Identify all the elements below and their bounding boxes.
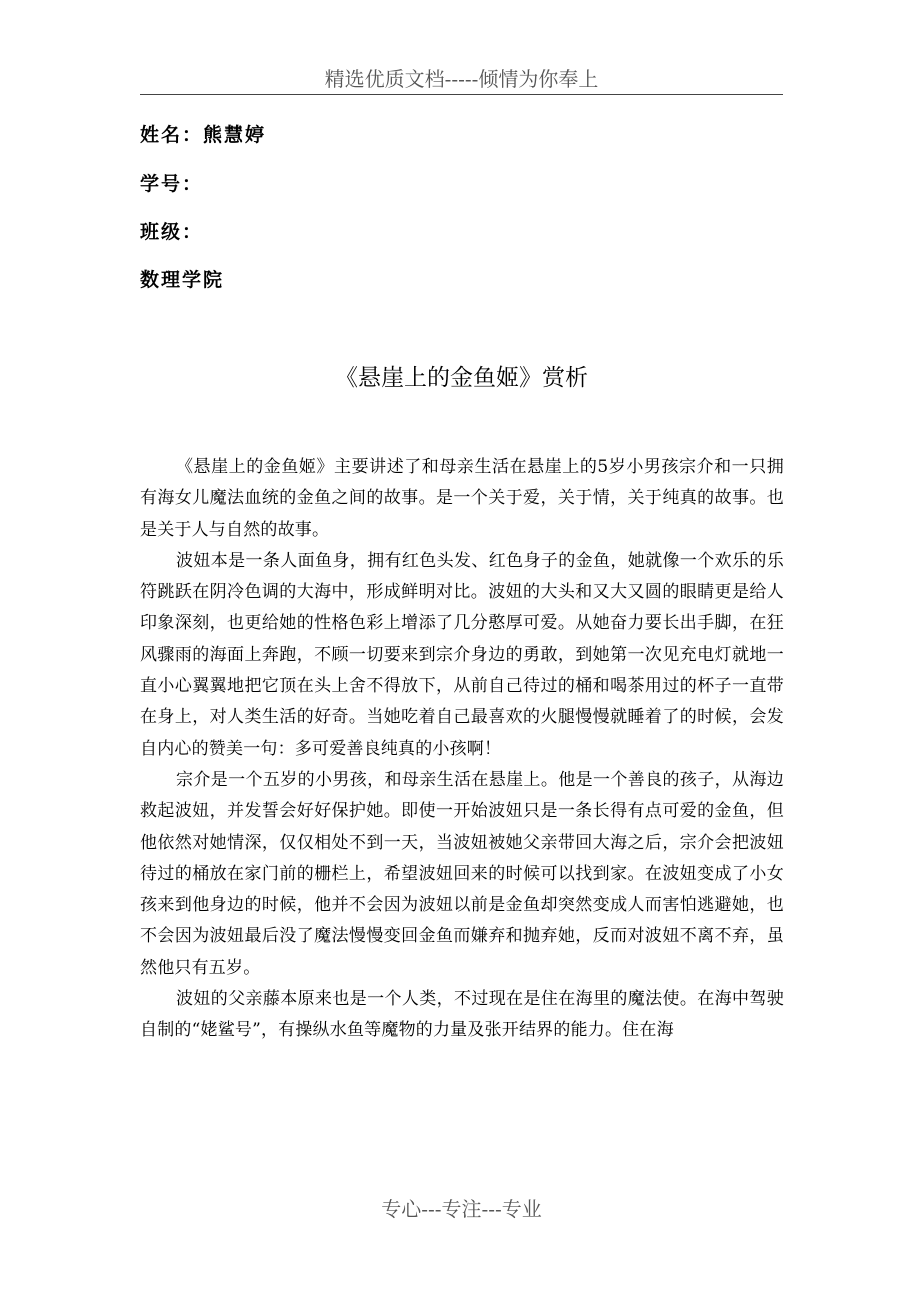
paragraph: 宗介是一个五岁的小男孩，和母亲生活在悬崖上。他是一个善良的孩子，从海边救起波妞，并发誓会好好保护她。即使一开始波妞只是一条长得有点可爱的金鱼，但他依然对她情深，仅仅相处不到一天，当波妞被她父亲带回大海之后，宗介会把波妞待过的桶放在家门前的栅栏上，希望波妞回来的时候可以找到家。在波妞变成了小女孩来到他身边的时候，他并不会因为波妞以前是金鱼却突然变成人而害怕逃避她，也不会因为波妞最后没了魔法慢慢变回金鱼而嫌弃和抛弃她，反而对波妞不离不弃，虽然他只有五岁。 bbox=[140, 769, 784, 978]
paragraph: 《悬崖上的金鱼姬》主要讲述了和母亲生活在悬崖上的5岁小男孩宗介和一只拥有海女儿魔法血统的金鱼之间的故事。是一个关于爱，关于情，关于纯真的故事。也是关于人与自然的故事。 bbox=[140, 457, 784, 540]
document-body bbox=[140, 452, 784, 1047]
school-name: 数理学院 bbox=[140, 269, 225, 291]
paragraph: 波妞的父亲藤本原来也是一个人类，不过现在是住在海里的魔法使。在海中驾驶自制的“姥鲨号”，有操纵水鱼等魔物的力量及张开结界的能力。住在海 bbox=[140, 989, 784, 1041]
paragraph: 波妞本是一条人面鱼身，拥有红色头发、红色身子的金鱼，她就像一个欢乐的乐符跳跃在阴冷色调的大海中，形成鲜明对比。波妞的大头和又大又圆的眼睛更是给人印象深刻，也更给她的性格色彩上增添了几分憨厚可爱。从她奋力要长出手脚，在狂风骤雨的海面上奔跑，不顾一切要来到宗介身边的勇敢，到她第一次见充电灯就地一直小心翼翼地把它顶在头上舍不得放下，从前自己待过的桶和喝茶用过的杯子一直带在身上，对人类生活的好奇。当她吃着自己最喜欢的火腿慢慢就睡着了的时候，会发自内心的赞美一句：多可爱善良纯真的小孩啊！ bbox=[140, 550, 784, 759]
student-name: 姓名：熊慧婷 bbox=[140, 124, 267, 146]
document-title: 《悬崖上的金鱼姬》赏析 bbox=[335, 365, 588, 391]
student-class: 班级： bbox=[140, 221, 204, 243]
page-footer: 专心---专注---专业 bbox=[381, 1197, 542, 1221]
page-header: 精选优质文档-----倾情为你奉上 bbox=[140, 64, 783, 95]
student-id: 学号： bbox=[140, 173, 204, 195]
